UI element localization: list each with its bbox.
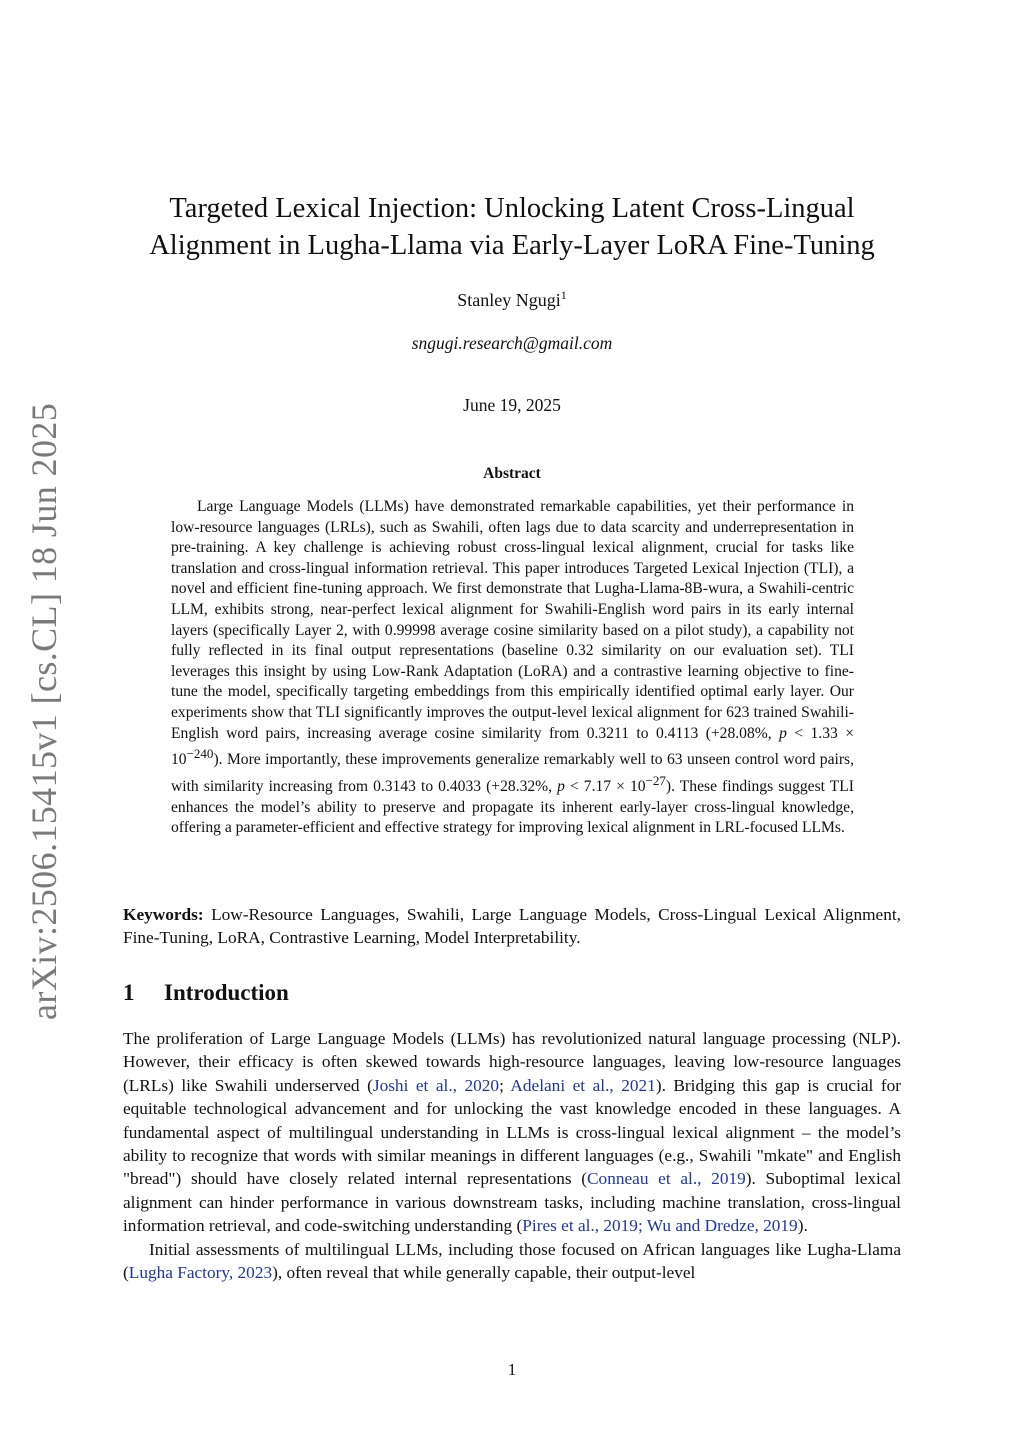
title-line-1: Targeted Lexical Injection: Unlocking Latent Cross-Lingual xyxy=(169,193,855,224)
citation-pires-wu-2019[interactable]: Pires et al., 2019; Wu and Dredze, 2019 xyxy=(522,1216,798,1236)
para1-text-4: ). xyxy=(797,1216,808,1236)
para1-separator: ; xyxy=(499,1075,511,1095)
author-affiliation-mark: 1 xyxy=(560,288,567,302)
paragraph-1 xyxy=(123,1027,901,1238)
title-line-2: Alignment in Lugha-Llama via Early-Layer LoRA Fine-Tuning xyxy=(149,230,875,261)
section-number: 1 xyxy=(123,980,135,1005)
introduction-body xyxy=(123,1027,901,1284)
arxiv-identifier-stamp: arXiv:2506.15415v1 [cs.CL] 18 Jun 2025 xyxy=(24,402,64,1020)
paragraph-2 xyxy=(123,1238,901,1285)
abstract-heading: Abstract xyxy=(483,465,541,482)
paper-title xyxy=(100,190,924,264)
p-value-1-exponent: −240 xyxy=(186,746,214,762)
para1-text-2: ). Bridging this gap is crucial for equitable technological advancement and for unlocking the vast knowledge encoded in these languages. A fundamental aspect of multilingual understanding in LLMs is cross-lingual lexical alignment – the model’s ability to recognize that words with similar meanings in different languages (e.g., Swahili "mkate" and English "bread") should have closely related internal representations ( xyxy=(123,1075,902,1189)
p-value-variable: p xyxy=(779,724,787,742)
section-heading-introduction xyxy=(123,980,901,1006)
p-value-variable-2: p xyxy=(557,778,565,796)
paper-date: June 19, 2025 xyxy=(463,395,561,415)
author-email[interactable]: sngugi.research@gmail.com xyxy=(411,333,613,353)
citation-lugha-factory-2023[interactable]: Lugha Factory, 2023 xyxy=(128,1263,273,1283)
para1-text-1: The proliferation of Large Language Models (LLMs) has revolutionized natural language processing (NLP). However, their efficacy is often skewed towards high-resource languages, leaving low-resource languages (LRLs) like Swahili underserved ( xyxy=(123,1029,901,1095)
abstract-sentence-2: ). More importantly, these improvements generalize remarkably well to 63 unseen control word pairs, with similarity increasing from 0.3143 to 0.4033 (+28.32%, xyxy=(171,751,854,796)
page-number: 1 xyxy=(507,1360,517,1379)
author-name xyxy=(0,288,1024,311)
para2-text-1: Initial assessments of multilingual LLMs, including those focused on African languages like Lugha-Llama ( xyxy=(123,1239,901,1283)
p-value-1: < 1.33 × 10 xyxy=(171,724,855,769)
author-text: Stanley Ngugi xyxy=(457,290,561,310)
citation-conneau-2019[interactable]: Conneau et al., 2019 xyxy=(587,1169,746,1189)
p-value-2: < 7.17 × 10 xyxy=(564,778,646,796)
abstract-sentence-1: Large Language Models (LLMs) have demonstrated remarkable capabilities, yet their performance in low-resource languages (LRLs), such as Swahili, often lags due to data scarcity and underrepresentation in pre-training. A key challenge is achieving robust cross-lingual lexical alignment, crucial for tasks like translation and cross-lingual information retrieval. This paper introduces Targeted Lexical Injection (TLI), a novel and efficient fine-tuning approach. We first demonstrate that Lugha-Llama-8B-wura, a Swahili-centric LLM, exhibits strong, near-perfect lexical alignment for Swahili-English word pairs in its early internal layers (specifically Layer 2, with 0.99998 average cosine similarity based on a pilot study), a capability not fully reflected in its final output representations (baseline 0.32 similarity on our evaluation set). TLI leverages this insight by using Low-Rank Adaptation (LoRA) and a contrastive learning objective to fine-tune the model, specifically targeting embeddings from this empirically identified optimal early layer. Our experiments show that TLI significantly improves the output-level lexical alignment for 623 trained Swahili-English word pairs, increasing average cosine similarity from 0.3211 to 0.4113 (+28.08%, xyxy=(171,498,854,742)
keywords xyxy=(123,903,901,950)
para1-text-3: ). Suboptimal lexical alignment can hinder performance in various downstream tasks, including machine translation, cross-lingual information retrieval, and code-switching understanding ( xyxy=(123,1169,901,1236)
section-title: Introduction xyxy=(164,980,289,1005)
para2-text-2: ), often reveal that while generally capable, their output-level xyxy=(272,1263,696,1283)
keywords-list: Low-Resource Languages, Swahili, Large Language Models, Cross-Lingual Lexical Alignment, Fine-Tuning, LoRA, Contrastive Learning, Model Interpretability. xyxy=(123,905,901,948)
p-value-2-exponent: −27 xyxy=(645,772,666,788)
abstract-sentence-3: ). These findings suggest TLI enhances the model’s ability to preserve and propagate its inherent early-layer cross-lingual knowledge, offering a parameter-efficient and effective strategy for improving lexical alignment in LRL-focused LLMs. xyxy=(171,778,854,837)
citation-joshi-2020[interactable]: Joshi et al., 2020 xyxy=(372,1075,500,1095)
keywords-label: Keywords: xyxy=(123,905,204,924)
citation-adelani-2021[interactable]: Adelani et al., 2021 xyxy=(510,1075,656,1095)
abstract-body xyxy=(171,497,854,839)
